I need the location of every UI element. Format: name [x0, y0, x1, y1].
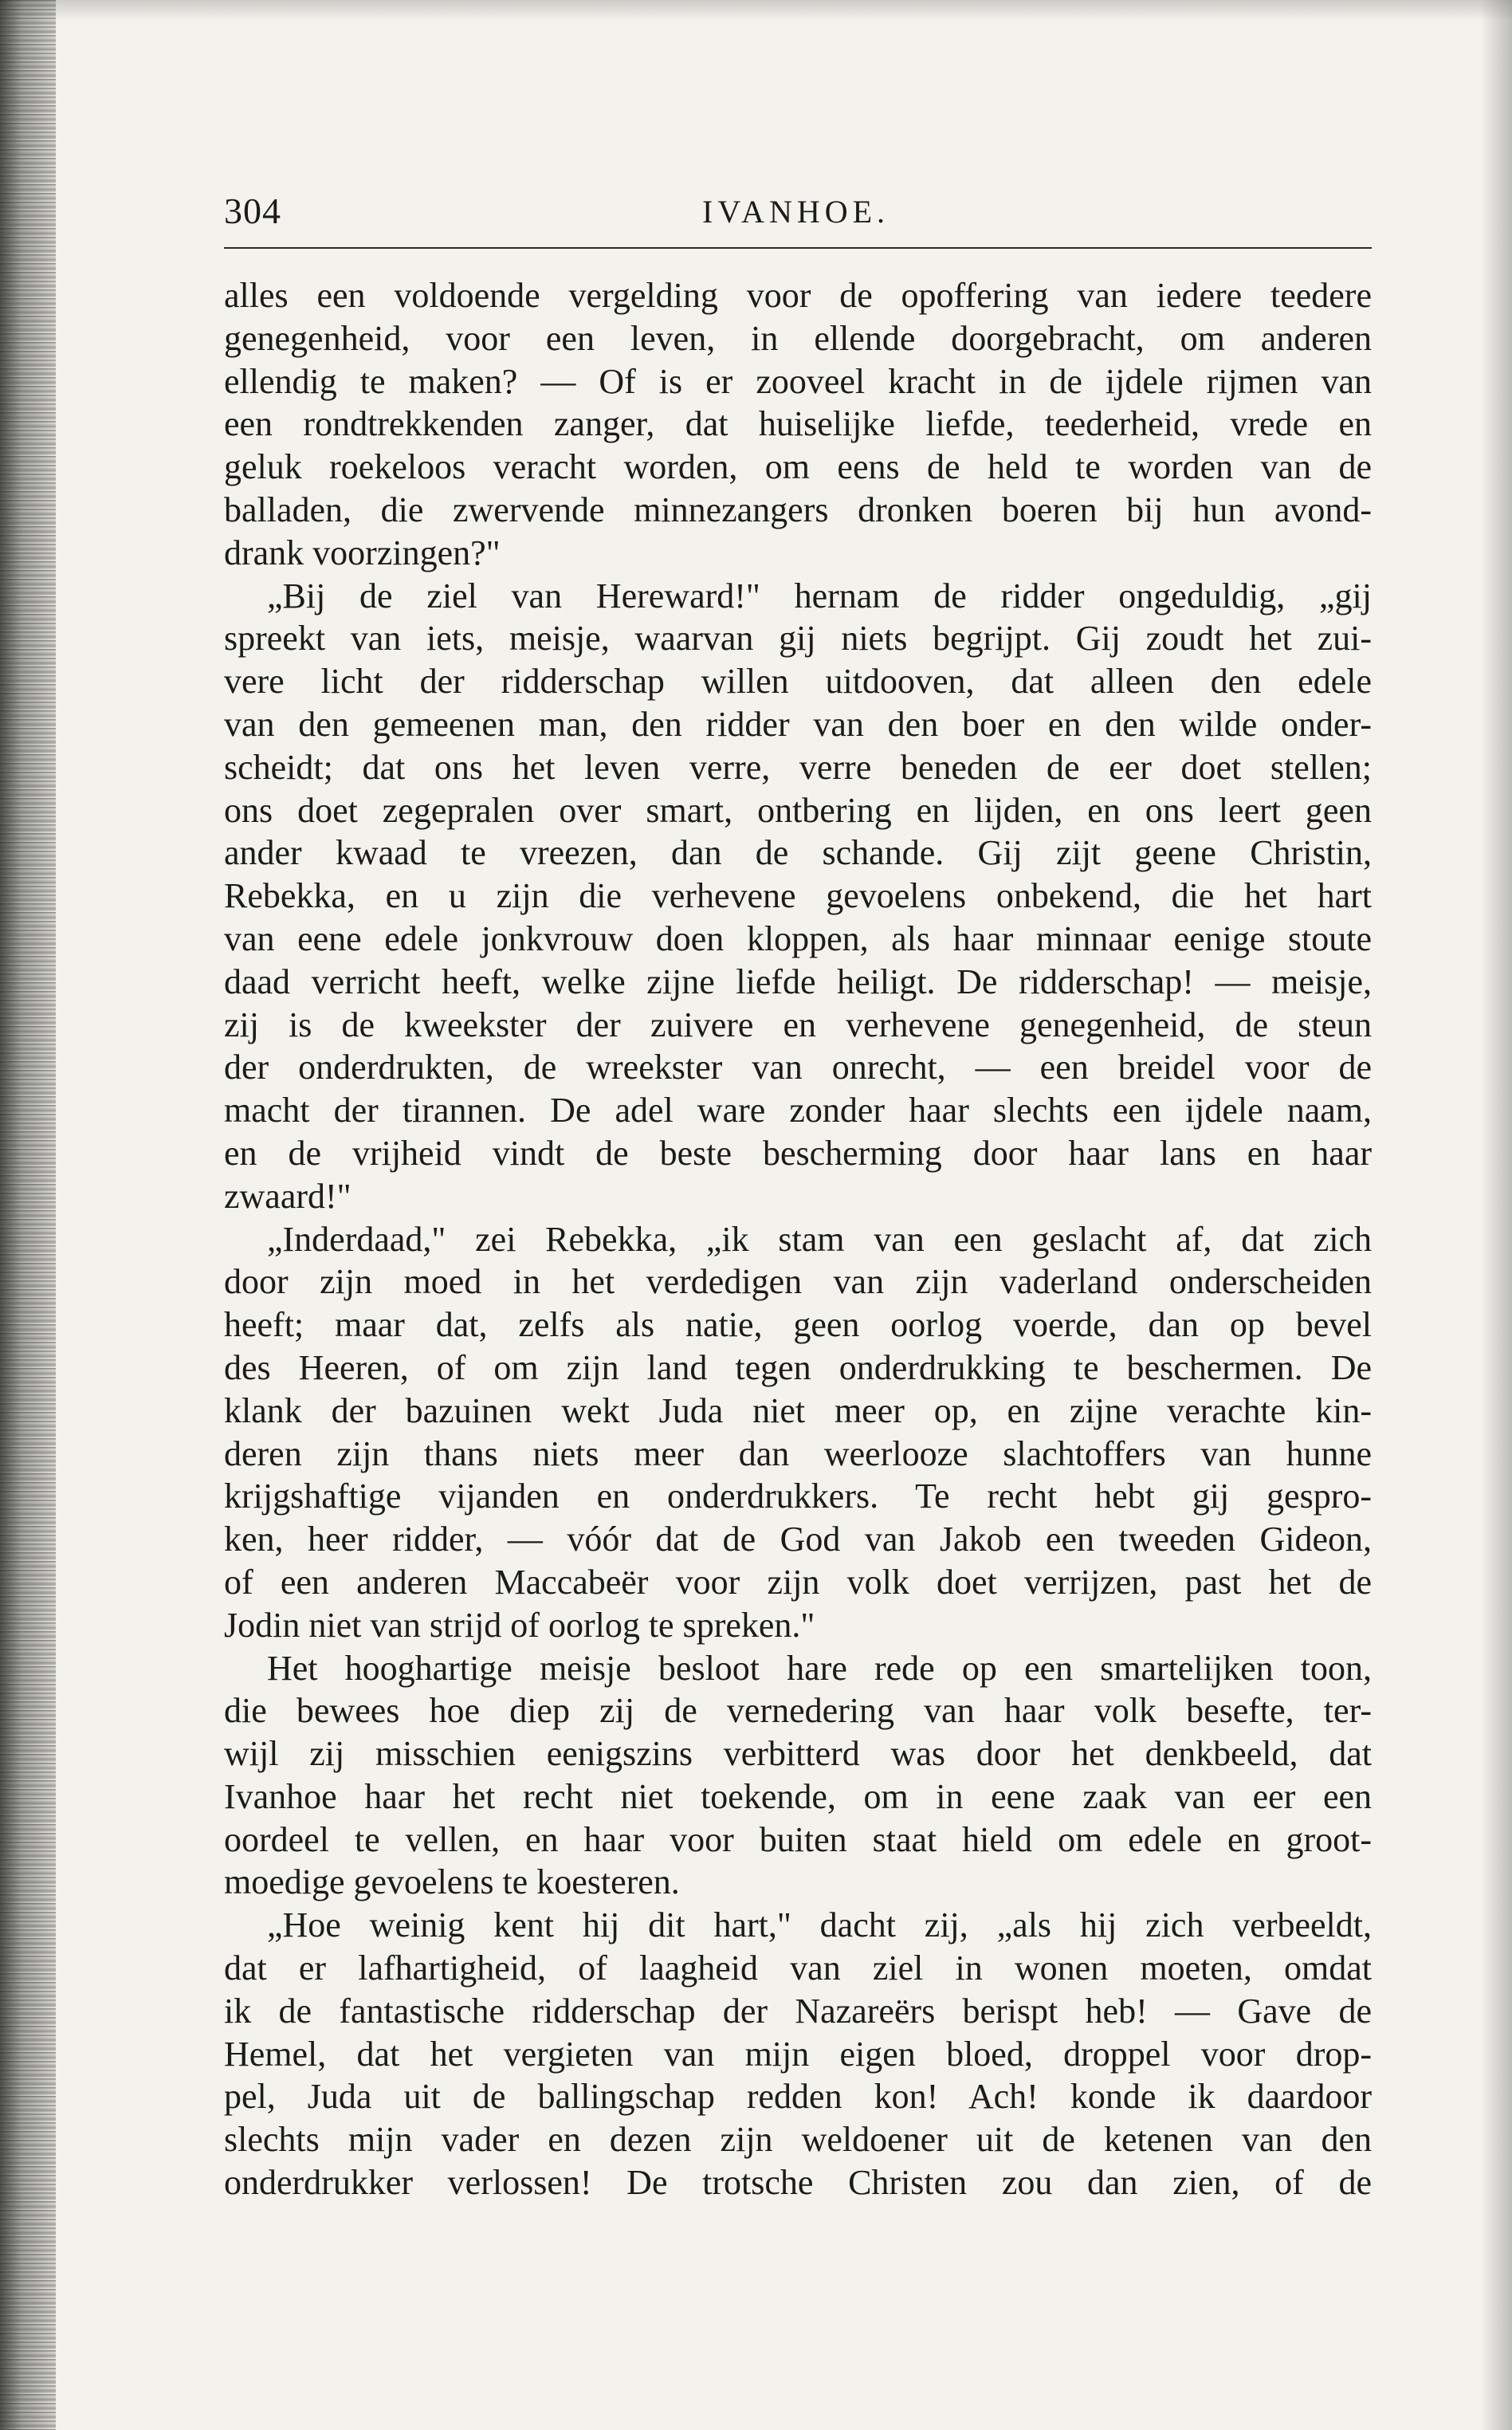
text-line: door zijn moed in het verdedigen van zijn vaderland onderscheiden — [224, 1262, 1372, 1302]
text-line: alles een voldoende vergelding voor de opoffering van iedere teedere — [224, 276, 1372, 315]
text-line: en de vrijheid vindt de beste bescherming door haar lans en haar — [224, 1133, 1372, 1173]
text-line: vere licht der ridderschap willen uitdooven, dat alleen den edele — [224, 662, 1372, 702]
text-line: zij is de kweekster der zuivere en verhevene genegenheid, de steun — [224, 1005, 1372, 1044]
text-line: deren zijn thans niets meer dan weerlooze slachtoffers van hunne — [224, 1433, 1372, 1473]
text-line: van eene edele jonkvrouw doen kloppen, als haar minnaar eenige stoute — [224, 918, 1372, 958]
text-line: des Heeren, of om zijn land tegen onderdrukking te beschermen. De — [224, 1347, 1372, 1387]
page-number: 304 — [224, 191, 281, 231]
text-line: klank der bazuinen wekt Juda niet meer op, en zijne verachte kin- — [224, 1390, 1372, 1430]
text-line: dat er lafhartigheid, of laagheid van ziel in wonen moeten, omdat — [224, 1948, 1372, 1988]
text-line: ander kwaad te vreezen, dan de schande. Gij zijt geene Christin, — [224, 833, 1372, 873]
running-title: IVANHOE. — [702, 194, 890, 230]
body-text — [224, 274, 1372, 2204]
text-line: genegenheid, voor een leven, in ellende doorgebracht, om anderen — [224, 318, 1372, 358]
text-line: „Inderdaad," zei Rebekka, „ik stam van een geslacht af, dat zich — [267, 1219, 1372, 1259]
page-header — [224, 185, 1372, 249]
text-line: „Bij de ziel van Hereward!" hernam de ridder ongeduldig, „gij — [267, 576, 1372, 615]
text-line: wijl zij misschien eenigszins verbitterd was door het denkbeeld, dat — [224, 1734, 1372, 1774]
text-line: een rondtrekkenden zanger, dat huiselijke liefde, teederheid, vrede en — [224, 404, 1372, 444]
header-rule — [224, 247, 1372, 249]
scan-edge-top — [0, 0, 1512, 21]
scan-edge-right — [1480, 0, 1512, 2430]
text-line: heeft; maar dat, zelfs als natie, geen oorlog voerde, dan op bevel — [224, 1305, 1372, 1345]
text-line: ik de fantastische ridderschap der Nazareërs berispt heb! — Gave de — [224, 1991, 1372, 2031]
text-line: van den gemeenen man, den ridder van den boer en den wilde onder- — [224, 704, 1372, 744]
text-line: moedige gevoelens te koesteren. — [224, 1862, 680, 1902]
text-line: spreekt van iets, meisje, waarvan gij niets begrijpt. Gij zoudt het zui- — [224, 619, 1372, 659]
text-line: Het hooghartige meisje besloot hare rede op een smartelijken toon, — [267, 1648, 1372, 1688]
text-line: balladen, die zwervende minnezangers dronken boeren bij hun avond- — [224, 490, 1372, 529]
text-line: Ivanhoe haar het recht niet toekende, om in eene zaak van eer een — [224, 1776, 1372, 1816]
scan-edge-left — [0, 0, 56, 2430]
text-line: ellendig te maken? — Of is er zooveel kracht in de ijdele rijmen van — [224, 361, 1372, 401]
text-line: drank voorzingen?" — [224, 533, 501, 572]
text-line: Rebekka, en u zijn die verhevene gevoelens onbekend, die het hart — [224, 876, 1372, 916]
text-line: zwaard!" — [224, 1176, 351, 1216]
text-line: onderdrukker verlossen! De trotsche Christen zou dan zien, of de — [224, 2163, 1372, 2203]
text-line: pel, Juda uit de ballingschap redden kon! Ach! konde ik daardoor — [224, 2077, 1372, 2117]
text-line: scheidt; dat ons het leven verre, verre beneden de eer doet stellen; — [224, 747, 1372, 787]
text-line: die bewees hoe diep zij de vernedering van haar volk besefte, ter- — [224, 1691, 1372, 1731]
text-line: krijgshaftige vijanden en onderdrukkers. Te recht hebt gij gespro- — [224, 1476, 1372, 1516]
text-line: macht der tirannen. De adel ware zonder haar slechts een ijdele naam, — [224, 1091, 1372, 1130]
text-line: ons doet zegepralen over smart, ontbering en lijden, en ons leert geen — [224, 790, 1372, 830]
text-line: daad verricht heeft, welke zijne liefde heiligt. De ridderschap! — meisje, — [224, 961, 1372, 1001]
text-line: Hemel, dat het vergieten van mijn eigen bloed, droppel voor drop- — [224, 2034, 1372, 2074]
text-line: der onderdrukten, de wreekster van onrecht, — een breidel voor de — [224, 1048, 1372, 1087]
text-line: Jodin niet van strijd of oorlog te spreken." — [224, 1605, 815, 1645]
text-line: geluk roekeloos veracht worden, om eens de held te worden van de — [224, 447, 1372, 487]
text-line: ken, heer ridder, — vóór dat de God van Jakob een tweeden Gideon, — [224, 1520, 1372, 1559]
text-line: slechts mijn vader en dezen zijn weldoener uit de ketenen van den — [224, 2120, 1372, 2160]
text-line: „Hoe weinig kent hij dit hart," dacht zij, „als hij zich verbeeldt, — [267, 1905, 1372, 1945]
text-line: oordeel te vellen, en haar voor buiten staat hield om edele en groot- — [224, 1819, 1372, 1859]
text-line: of een anderen Maccabeër voor zijn volk doet verrijzen, past het de — [224, 1562, 1372, 1602]
